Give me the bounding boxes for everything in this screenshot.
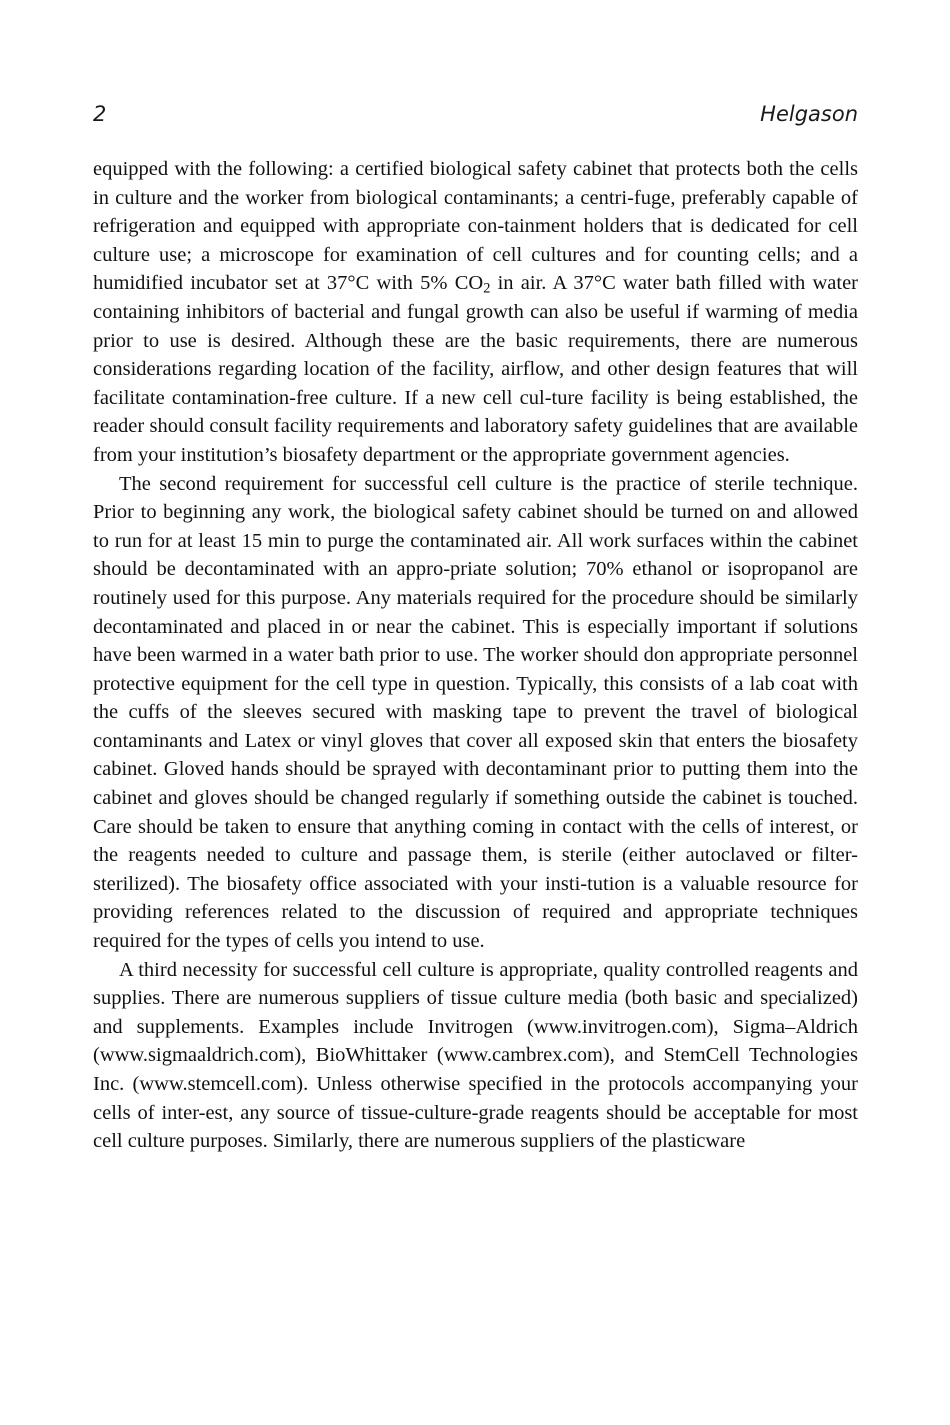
- paragraph-equipment: [93, 155, 858, 470]
- co2-subscript: 2: [483, 280, 491, 297]
- page-number: 2: [93, 102, 107, 126]
- running-head: [93, 98, 858, 138]
- body-text: [93, 155, 858, 1156]
- paragraph-sterile-technique: The second requirement for successful cell culture is the practice of sterile technique. Prior to beginning any work, the biological safety cabinet should be turned on and allowed to run for at least 15 min to purge the contaminated air. All work surfaces within the cabinet should be decontaminated with an appro-priate solution; 70% ethanol or isopropanol are routinely used for this purpose. Any materials required for the procedure should be similarly decontaminated and placed in or near the cabinet. This is especially important if solutions have been warmed in a water bath prior to use. The worker should don appropriate personnel protective equipment for the cell type in question. Typically, this consists of a lab coat with the cuffs of the sleeves secured with masking tape to prevent the travel of biological contaminants and Latex or vinyl gloves that cover all exposed skin that enters the biosafety cabinet. Gloved hands should be sprayed with decontaminant prior to putting them into the cabinet and gloves should be changed regularly if something outside the cabinet is touched. Care should be taken to ensure that anything coming in contact with the cells of interest, or the reagents needed to culture and passage them, is sterile (either autoclaved or filter-sterilized). The biosafety office associated with your insti-tution is a valuable resource for providing references related to the discussion of required and appropriate techniques required for the types of cells you intend to use.: [93, 472, 858, 953]
- paragraph-reagents-supplies: A third necessity for successful cell culture is appropriate, quality controlled reagents and supplies. There are numerous suppliers of tissue culture media (both basic and specialized) and supplements. Examples include Invitrogen (www.invitrogen.com), Sigma–Aldrich (www.sigmaaldrich.com), BioWhittaker (www.cambrex.com), and StemCell Technologies Inc. (www.stemcell.com). Unless otherwise specified in the protocols accompanying your cells of inter-est, any source of tissue-culture-grade reagents should be acceptable for most cell culture purposes. Similarly, there are numerous suppliers of the plasticware: [93, 958, 858, 1153]
- book-page: [93, 98, 858, 1156]
- paragraph-text-segment: equipped with the following: a certified biological safety cabinet that protects both the cells in culture and the worker from biological contaminants; a centri-fuge, preferably capable of refrigeration and equipped with appropriate con-tainment holders that is dedicated for cell culture use; a microscope for examination of cell cultures and for counting cells; and a humidified incubator set at 37°C with 5% CO: [93, 158, 858, 295]
- paragraph-text-segment: in air. A 37°C water bath filled with water containing inhibitors of bacterial and fungal growth can also be useful if warming of media prior to use is desired. Although these are the basic requirements, there are numerous considerations regarding location of the facility, airflow, and other design features that will facilitate contamination-free culture. If a new cell cul-ture facility is being established, the reader should consult facility requirements and laboratory safety guidelines that are available from your institution’s biosafety department or the appropriate government agencies.: [93, 272, 859, 466]
- running-head-author: Helgason: [760, 102, 858, 126]
